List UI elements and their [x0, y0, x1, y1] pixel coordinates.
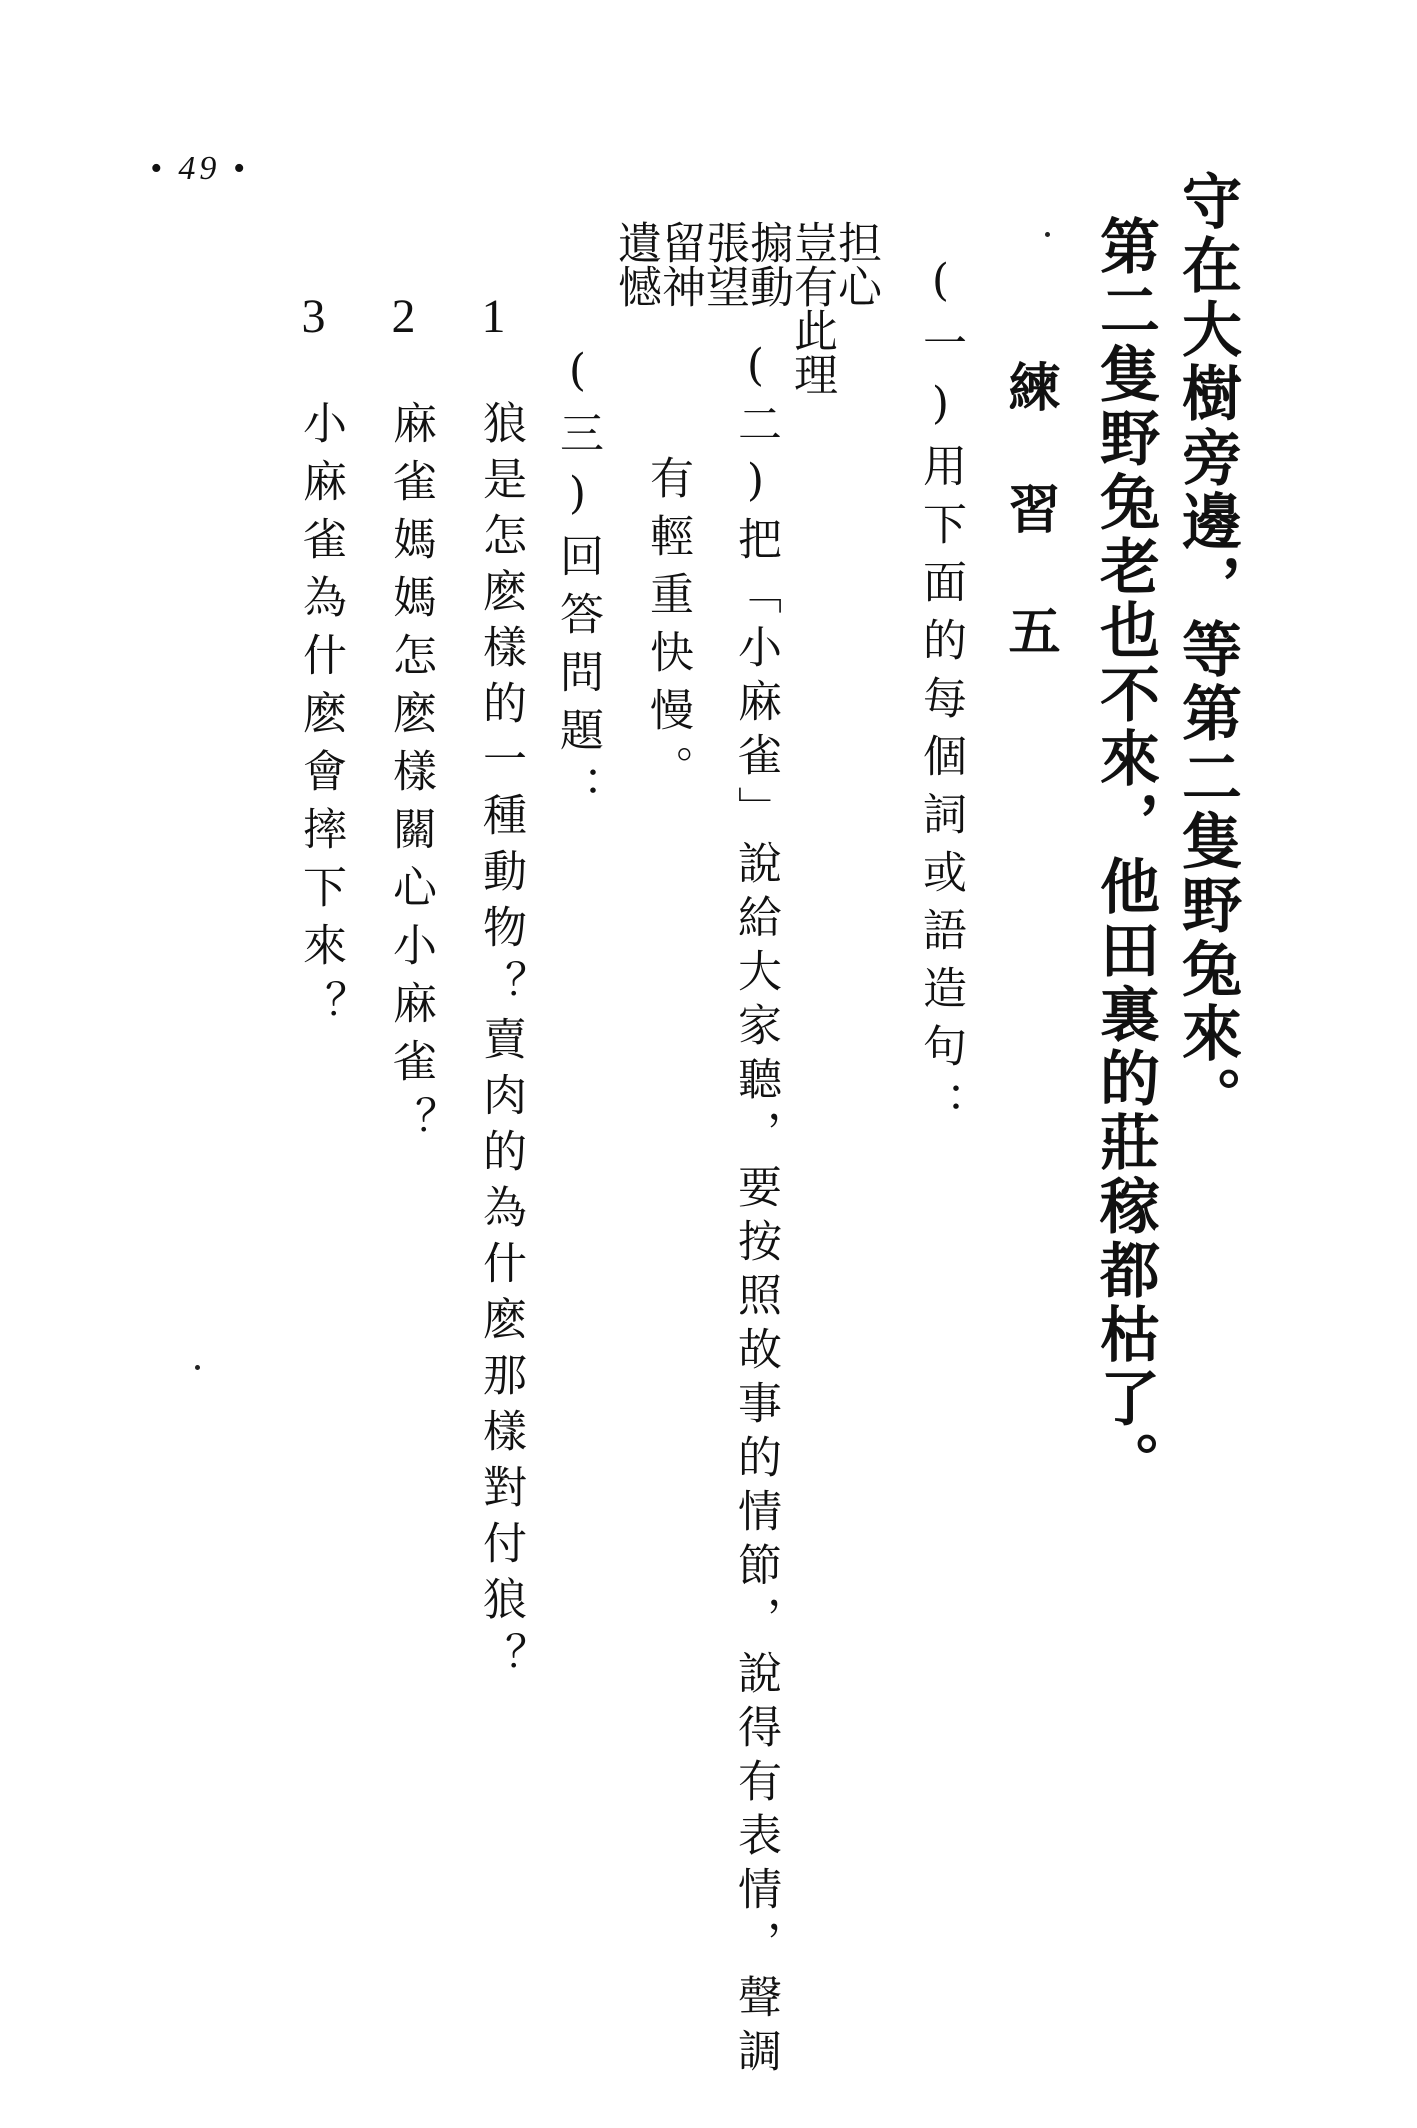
part3-instruction: (三)回答問題：	[552, 345, 603, 823]
word-1: 担心	[830, 220, 881, 308]
story-line-1: 守在大樹旁邊，等第二隻野兔來。	[1172, 170, 1242, 1130]
word-2: 豈有此理	[786, 220, 837, 396]
part1-instruction: (一)用下面的每個詞或語造句：	[915, 255, 966, 1139]
question-1-text: 狼是怎麽樣的一種動物？賣肉的為什麽那樣對付狼？	[475, 400, 526, 1688]
word-5: 留神	[654, 220, 705, 308]
print-speck	[1045, 232, 1050, 237]
exercise-title: 練習五	[999, 360, 1060, 726]
question-3-number: 3	[287, 290, 340, 343]
word-3: 搧動	[742, 220, 793, 308]
question-2-number: 2	[377, 290, 430, 343]
story-line-2: 第二隻野兔老也不來，他田裏的莊稼都枯了。	[1090, 215, 1160, 1495]
word-4: 張望	[698, 220, 749, 308]
question-1-number: 1	[467, 290, 520, 343]
print-speck	[195, 1365, 200, 1370]
question-3-text: 小麻雀為什麽會摔下來？	[295, 400, 346, 1038]
page-number: • 49 •	[150, 150, 249, 187]
part2-instruction: (二)把「小麻雀」說給大家聽，要按照故事的情節，說得有表情，聲調	[730, 340, 781, 2082]
part2-continuation: 有輕重快慢。	[642, 455, 693, 803]
question-2-text: 麻雀媽媽怎麽樣關心小麻雀？	[385, 400, 436, 1154]
word-6: 遺憾	[610, 220, 661, 308]
